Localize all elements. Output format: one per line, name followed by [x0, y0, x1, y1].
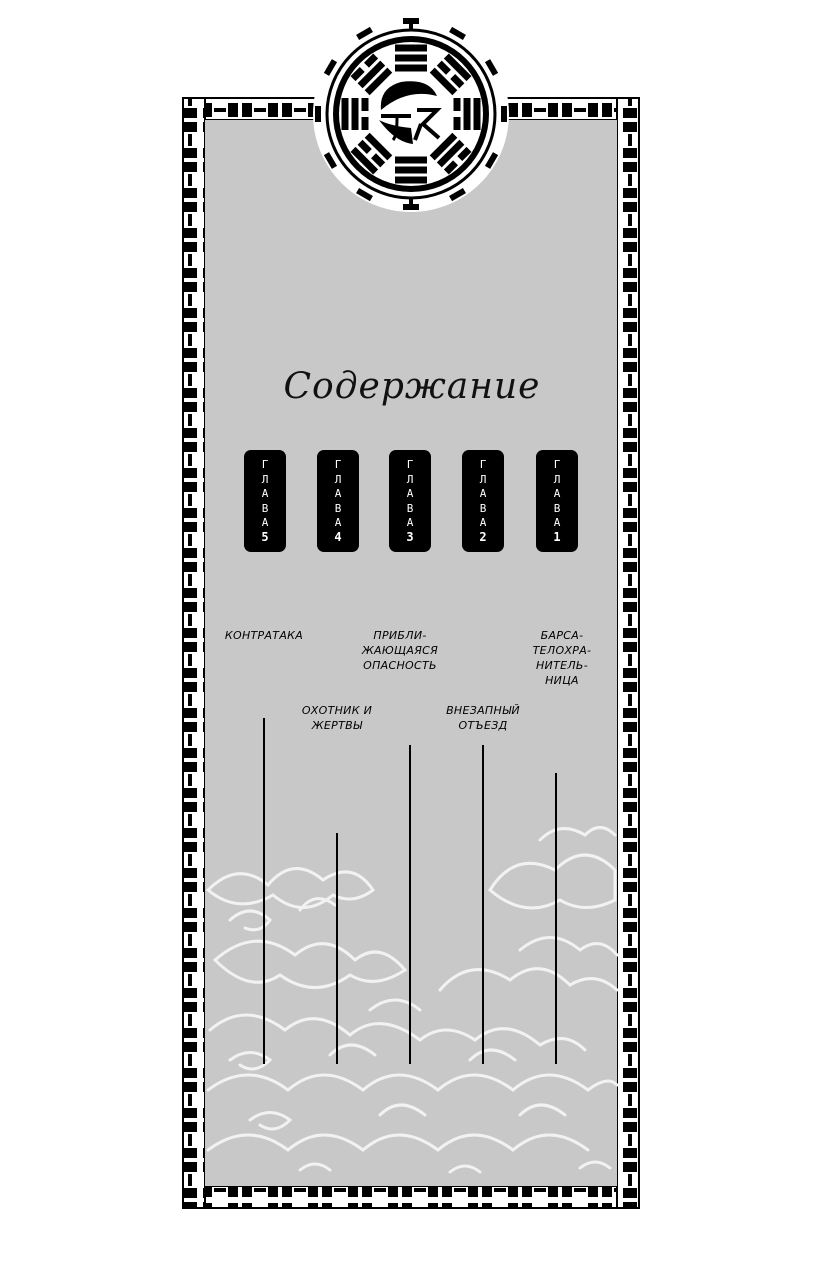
- chapter-plate-5: [244, 450, 286, 552]
- chapter-plate-4: [317, 450, 359, 552]
- plate-letter: Л: [261, 472, 269, 486]
- plate-letter: В: [553, 501, 561, 515]
- plate-letter: Г: [553, 458, 561, 472]
- plate-letter: А: [553, 487, 561, 501]
- page-title: Содержание: [283, 366, 541, 407]
- plate-letter: А: [334, 516, 342, 530]
- chapter-entry-2: ВНЕЗАПНЫЙ ОТЪЕЗД: [446, 704, 520, 732]
- plate-letter: Г: [406, 458, 414, 472]
- chapter-entry-3: ПРИБЛИ- ЖАЮЩАЯСЯ ОПАСНОСТЬ: [361, 629, 439, 672]
- plate-number: 1: [553, 529, 561, 544]
- chapter-plate-3: [389, 450, 431, 552]
- plate-letter: Л: [334, 472, 342, 486]
- plate-letter: А: [261, 516, 269, 530]
- chapter-entry-5: КОНТРАТАКА: [224, 629, 304, 642]
- plate-number: 3: [406, 529, 414, 544]
- plate-number: 4: [334, 529, 342, 544]
- plate-letter: А: [479, 487, 487, 501]
- chapter-plate-2: [462, 450, 504, 552]
- plate-letter: Г: [334, 458, 342, 472]
- plate-letter: Л: [553, 472, 561, 486]
- plate-letter: В: [334, 501, 342, 515]
- plate-letter: А: [553, 516, 561, 530]
- chapter-plate-1: [536, 450, 578, 552]
- bagua-emblem-icon: [313, 16, 509, 212]
- plate-number: 2: [479, 529, 487, 544]
- plate-letter: А: [261, 487, 269, 501]
- plate-letter: В: [479, 501, 487, 515]
- plate-letter: А: [406, 487, 414, 501]
- plate-letter: Л: [406, 472, 414, 486]
- chapter-entry-4: ОХОТНИК И ЖЕРТВЫ: [301, 704, 373, 732]
- chapter-entry-1: БАРСА- ТЕЛОХРА- НИТЕЛЬ- НИЦА: [532, 629, 592, 687]
- plate-letter: Г: [261, 458, 269, 472]
- plate-letter: В: [406, 501, 414, 515]
- plate-letter: А: [334, 487, 342, 501]
- plate-letter: Г: [479, 458, 487, 472]
- plate-number: 5: [261, 529, 269, 544]
- plate-letter: В: [261, 501, 269, 515]
- plate-letter: А: [406, 516, 414, 530]
- plate-letter: Л: [479, 472, 487, 486]
- plate-letter: А: [479, 516, 487, 530]
